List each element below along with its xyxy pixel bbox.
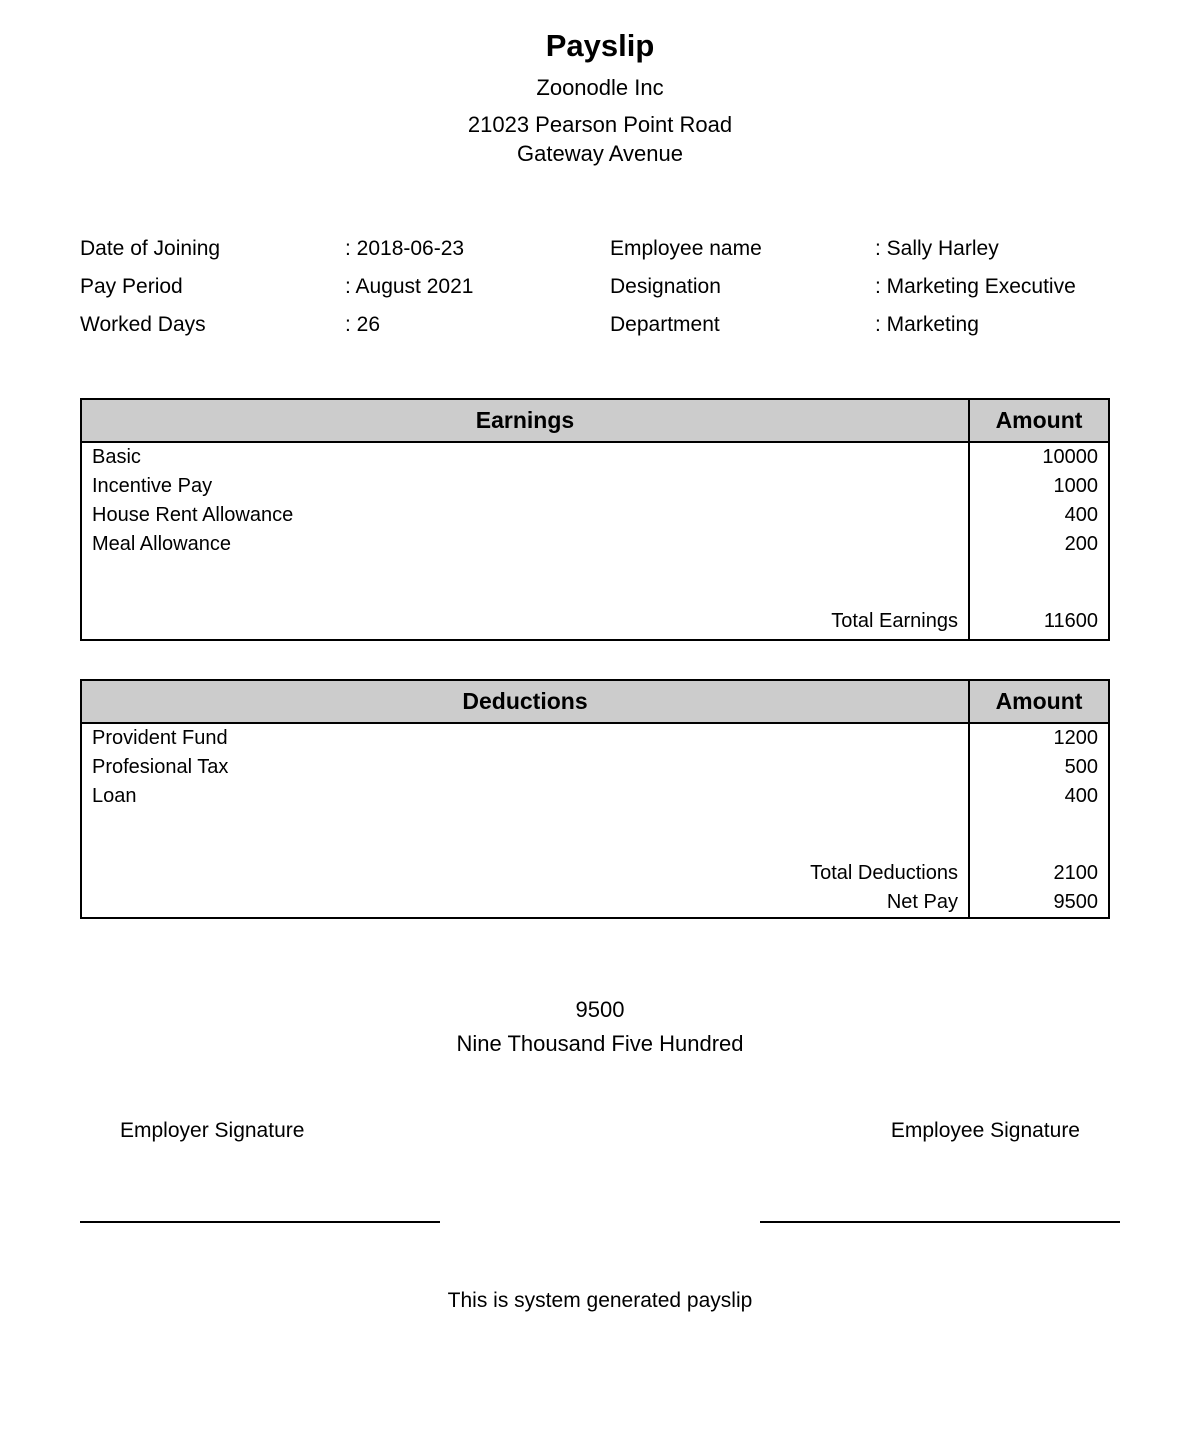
deductions-table (80, 679, 1110, 919)
meta-value-employee-name: : Sally Harley (875, 237, 999, 260)
deductions-section (80, 679, 1120, 919)
meta-row-pay-period (80, 268, 610, 306)
deductions-item-amount: 400 (969, 782, 1109, 811)
earnings-table (80, 398, 1110, 641)
employee-signature-label: Employee Signature (890, 1119, 1080, 1142)
table-row (81, 530, 1109, 559)
meta-label-employee-name: Employee name (610, 237, 762, 260)
deductions-item-label: Profesional Tax (92, 756, 229, 778)
net-pay-summary (0, 993, 1200, 1061)
earnings-item-amount: 1000 (969, 472, 1109, 501)
company-name: Zoonodle Inc (536, 75, 664, 100)
meta-value-date-of-joining: : 2018-06-23 (345, 237, 465, 260)
earnings-item-label: Meal Allowance (92, 533, 231, 555)
spacer-cell-amount (969, 811, 1109, 859)
deductions-item-label: Loan (92, 785, 137, 807)
earnings-item-label: Basic (92, 446, 141, 468)
net-pay-amount: 9500 (969, 888, 1109, 918)
meta-row-employee-name (610, 230, 1100, 268)
signature-labels (0, 1119, 1200, 1143)
meta-column-left (80, 230, 610, 344)
employee-signature-line (760, 1221, 1120, 1223)
meta-row-date-of-joining (80, 230, 610, 268)
table-row (81, 723, 1109, 753)
meta-row-designation (610, 268, 1100, 306)
meta-value-pay-period: : August 2021 (345, 275, 474, 298)
deductions-item-amount: 500 (969, 753, 1109, 782)
employer-signature-label: Employer Signature (120, 1119, 305, 1142)
meta-label-department: Department (610, 313, 720, 336)
table-row (81, 753, 1109, 782)
meta-label-pay-period: Pay Period (80, 275, 183, 298)
employee-meta (0, 230, 1200, 344)
meta-label-date-of-joining: Date of Joining (80, 237, 221, 260)
meta-value-worked-days: : 26 (345, 313, 381, 336)
spacer-cell (81, 559, 969, 607)
net-pay-figure: 9500 (575, 997, 625, 1022)
deductions-item-label: Provident Fund (92, 727, 228, 749)
company-address-line-2: Gateway Avenue (517, 141, 683, 166)
table-spacer-row (81, 559, 1109, 607)
total-deductions-label: Total Deductions (810, 862, 958, 884)
meta-value-department: : Marketing (875, 313, 979, 336)
earnings-item-amount: 10000 (969, 442, 1109, 472)
earnings-total-row (81, 607, 1109, 640)
earnings-item-amount: 400 (969, 501, 1109, 530)
net-pay-words: Nine Thousand Five Hundred (456, 1031, 744, 1056)
deductions-amount-header: Amount (969, 680, 1109, 723)
table-header-row (81, 680, 1109, 723)
signature-lines (0, 1221, 1200, 1223)
table-row (81, 501, 1109, 530)
deductions-item-amount: 1200 (969, 723, 1109, 753)
table-row (81, 782, 1109, 811)
meta-row-department (610, 306, 1100, 344)
earnings-item-amount: 200 (969, 530, 1109, 559)
earnings-item-label: House Rent Allowance (92, 504, 294, 526)
company-address-line-1: 21023 Pearson Point Road (467, 112, 733, 137)
meta-label-designation: Designation (610, 275, 721, 298)
table-header-row (81, 399, 1109, 442)
meta-column-right (610, 230, 1100, 344)
page-title: Payslip (545, 28, 655, 63)
meta-label-worked-days: Worked Days (80, 313, 206, 336)
net-pay-label: Net Pay (886, 891, 958, 913)
meta-value-designation: : Marketing Executive (875, 275, 1076, 298)
table-spacer-row (81, 811, 1109, 859)
deductions-header: Deductions (81, 680, 969, 723)
employer-signature-line (80, 1221, 440, 1223)
table-row (81, 442, 1109, 472)
total-deductions-amount: 2100 (969, 859, 1109, 888)
footer-note: This is system generated payslip (447, 1289, 753, 1312)
deductions-total-row (81, 859, 1109, 888)
total-earnings-label: Total Earnings (831, 610, 958, 632)
earnings-amount-header: Amount (969, 399, 1109, 442)
spacer-cell (81, 811, 969, 859)
spacer-cell-amount (969, 559, 1109, 607)
earnings-header: Earnings (81, 399, 969, 442)
total-earnings-amount: 11600 (969, 607, 1109, 640)
table-row (81, 472, 1109, 501)
earnings-item-label: Incentive Pay (92, 475, 213, 497)
earnings-section (80, 398, 1120, 641)
meta-row-worked-days (80, 306, 610, 344)
net-pay-row (81, 888, 1109, 918)
document-header (0, 0, 1200, 168)
